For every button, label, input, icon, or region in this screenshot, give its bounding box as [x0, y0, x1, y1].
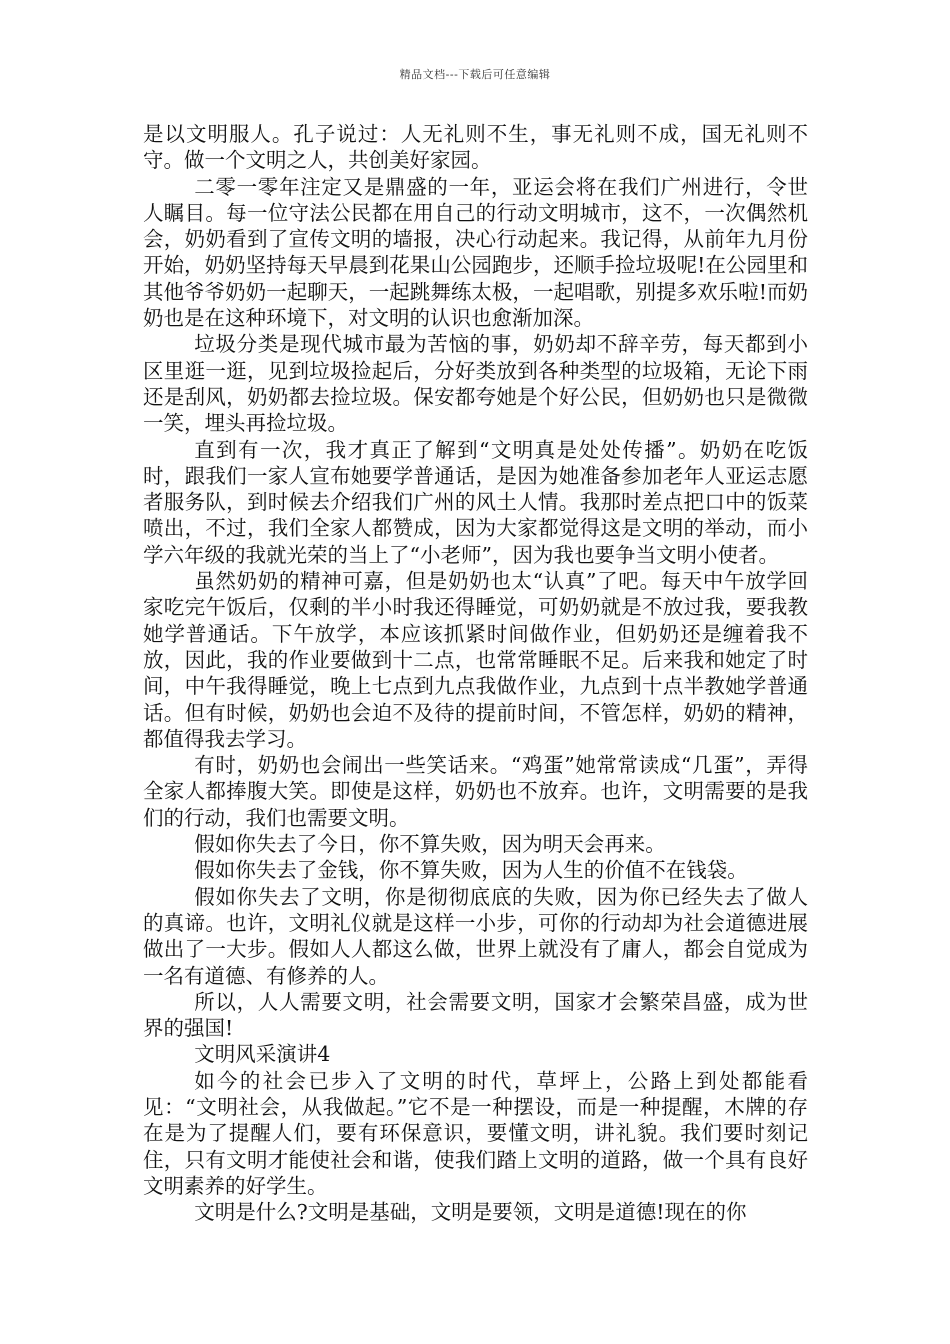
paragraph: 是以文明服人。孔子说过：人无礼则不生，事无礼则不成，国无礼则不守。做一个文明之人，共创美好家园。	[143, 122, 808, 173]
paragraph: 如今的社会已步入了文明的时代，草坪上，公路上到处都能看见：“文明社会，从我做起。”它不是一种摆设，而是一种提醒，木牌的存在是为了提醒人们，要有环保意识，要懂文明，讲礼貌。我们要时刻记住，只有文明才能使社会和谐，使我们踏上文明的道路，做一个具有良好文明素养的好学生。	[143, 1068, 808, 1198]
paragraph: 二零一零年注定又是鼎盛的一年，亚运会将在我们广州进行，令世人瞩目。每一位守法公民都在用自己的行动文明城市，这不，一次偶然机会，奶奶看到了宣传文明的墙报，决心行动起来。我记得，从前年九月份开始，奶奶坚持每天早晨到花果山公园跑步，还顺手捡垃圾呢!在公园里和其他爷爷奶奶一起聊天，一起跳舞练太极，一起唱歌，别提多欢乐啦!而奶奶也是在这种环境下，对文明的认识也愈渐加深。	[143, 174, 808, 331]
section-heading: 文明风采演讲4	[194, 1042, 331, 1067]
page-header: 精品文档---下载后可任意编辑	[399, 68, 551, 81]
paragraph: 直到有一次，我才真正了解到“文明真是处处传播”。奶奶在吃饭时，跟我们一家人宣布她要学普通话，是因为她准备参加老年人亚运志愿者服务队，到时候去介绍我们广州的风土人情。我那时差点把口中的饭菜喷出，不过，我们全家人都赞成，因为大家都觉得这是文明的举动，而小学六年级的我就光荣的当上了“小老师”，因为我也要争当文明小使者。	[143, 437, 808, 567]
paragraph: 文明是什么?文明是基础，文明是要领，文明是道德!现在的你	[194, 1200, 747, 1225]
paragraph: 有时，奶奶也会闹出一些笑话来。“鸡蛋”她常常读成“几蛋”，弄得全家人都捧腹大笑。即使是这样，奶奶也不放弃。也许，文明需要的是我们的行动，我们也需要文明。	[143, 753, 808, 830]
paragraph: 垃圾分类是现代城市最为苦恼的事，奶奶却不辞辛劳，每天都到小区里逛一逛，见到垃圾捡起后，分好类放到各种类型的垃圾箱，无论下雨还是刮风，奶奶都去捡垃圾。保安都夸她是个好公民，但奶奶也只是微微一笑，埋头再捡垃圾。	[143, 332, 808, 436]
document-body	[143, 121, 808, 1225]
paragraph: 假如你失去了金钱，你不算失败，因为人生的价值不在钱袋。	[194, 858, 748, 883]
paragraph: 虽然奶奶的精神可嘉，但是奶奶也太“认真”了吧。每天中午放学回家吃完午饭后，仅剩的半小时我还得睡觉，可奶奶就是不放过我，要我教她学普通话。下午放学，本应该抓紧时间做作业，但奶奶还是缠着我不放，因此，我的作业要做到十二点，也常常睡眠不足。后来我和她定了时间，中午我得睡觉，晚上七点到九点我做作业，九点到十点半教她学普通话。但有时候，奶奶也会迫不及待的提前时间，不管怎样，奶奶的精神，都值得我去学习。	[143, 569, 808, 751]
paragraph: 假如你失去了今日，你不算失败，因为明天会再来。	[194, 832, 666, 857]
paragraph: 假如你失去了文明，你是彻彻底底的失败，因为你已经失去了做人的真谛。也许，文明礼仪就是这样一小步，可你的行动却为社会道德进展做出了一大步。假如人人都这么做，世界上就没有了庸人，都会自觉成为一名有道德、有修养的人。	[143, 884, 808, 988]
paragraph: 所以，人人需要文明，社会需要文明，国家才会繁荣昌盛，成为世界的强国!	[143, 989, 808, 1041]
